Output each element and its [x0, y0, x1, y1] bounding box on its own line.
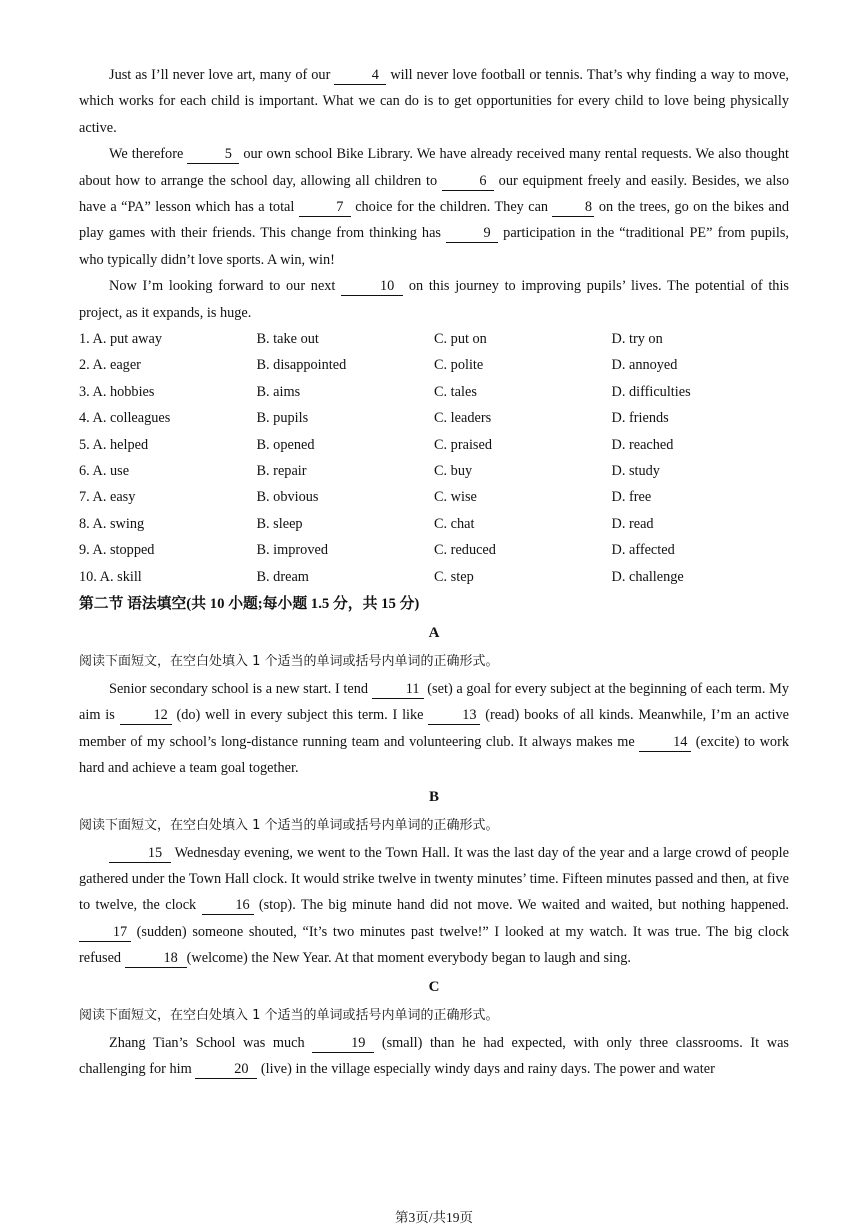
text: Now I’m looking forward to our next	[109, 278, 342, 295]
text: We therefore	[109, 146, 188, 163]
option-d: D. read	[611, 515, 654, 532]
passage-paragraph-2	[79, 141, 789, 273]
blank-11: 11	[372, 680, 424, 699]
blank-18: 18	[125, 949, 187, 968]
instruction-b: 阅读下面短文，在空白处填入 1 个适当的单词或括号内单词的正确形式。	[79, 817, 499, 833]
option-d: D. annoyed	[611, 357, 678, 374]
blank-9: 9	[446, 224, 498, 243]
section-title: 第二节 语法填空(共 10 小题;每小题 1.5 分，共 15 分)	[79, 595, 420, 612]
blank-16: 16	[202, 896, 254, 915]
option-a: 9. A. stopped	[79, 542, 155, 559]
option-row-3	[79, 379, 789, 405]
option-d: D. reached	[611, 436, 674, 453]
blank-15: 15	[109, 844, 171, 863]
text: (welcome) the New Year. At that moment everybody began to laugh and sing.	[186, 950, 631, 967]
option-d: D. challenge	[611, 568, 684, 585]
instruction-a: 阅读下面短文，在空白处填入 1 个适当的单词或括号内单词的正确形式。	[79, 653, 499, 669]
option-a: 8. A. swing	[79, 515, 145, 532]
text: Just as I’ll never love art, many of our	[109, 67, 335, 83]
subsection-b-heading: B	[428, 788, 439, 805]
option-c: C. buy	[434, 463, 473, 480]
option-c: C. tales	[434, 383, 477, 400]
text: on the trees, go on the bikes and play games with their friends. This change from thinking has	[79, 199, 789, 242]
option-row-5	[79, 432, 789, 458]
option-c: C. praised	[434, 436, 492, 453]
blank-10: 10	[341, 277, 403, 296]
option-a: 3. A. hobbies	[79, 383, 155, 400]
instruction-c: 阅读下面短文，在空白处填入 1 个适当的单词或括号内单词的正确形式。	[79, 1007, 499, 1023]
blank-12: 12	[120, 706, 172, 725]
option-d: D. friends	[611, 410, 669, 427]
option-a: 4. A. colleagues	[79, 410, 171, 427]
option-row-9	[79, 537, 789, 563]
page-content	[79, 62, 789, 1082]
blank-14: 14	[639, 733, 691, 752]
option-a: 5. A. helped	[79, 436, 149, 453]
text: participation in the “traditional PE” from pupils, who typically didn’t love sports. A win, win!	[79, 225, 789, 268]
option-row-6	[79, 458, 789, 484]
option-row-8	[79, 511, 789, 537]
text: Senior secondary school is a new start. I tend	[109, 680, 372, 697]
blank-17: 17	[79, 923, 131, 942]
blank-7: 7	[299, 198, 351, 217]
options-list	[79, 326, 789, 590]
option-b: B. improved	[256, 542, 328, 559]
option-b: B. disappointed	[256, 357, 347, 374]
blank-13: 13	[428, 706, 480, 725]
text: (stop). The big minute hand did not move. We waited and waited, but nothing happened.	[253, 897, 790, 914]
option-row-1	[79, 326, 789, 352]
passage-b	[79, 840, 789, 972]
page-number: 第3页/共19页	[394, 1210, 473, 1225]
text: our own school Bike Library. We have already received many rental requests. We also thought about how to arrange the school day, allowing all children to	[79, 146, 789, 189]
subsection-a-heading: A	[428, 624, 440, 641]
blank-6: 6	[442, 172, 494, 191]
option-c: C. put on	[434, 331, 487, 348]
option-c: C. leaders	[434, 410, 492, 427]
option-b: B. dream	[256, 568, 309, 585]
option-a: 10. A. skill	[79, 568, 142, 585]
text: choice for the children. They can	[350, 199, 553, 216]
option-row-10	[79, 564, 789, 590]
option-a: 1. A. put away	[79, 331, 162, 348]
passage-paragraph-1	[79, 62, 789, 141]
option-d: D. difficulties	[611, 383, 691, 400]
blank-19: 19	[312, 1034, 374, 1053]
text: will never love football or tennis. That’s why finding a way to move, which works for each child is important. What we can do is to get opportunities for every child to love being physically active.	[79, 67, 789, 136]
option-c: C. chat	[434, 515, 475, 532]
option-b: B. repair	[256, 463, 307, 480]
text: Wednesday evening, we went to the Town Hall. It was the last day of the year and a large crowd of people gathered under the Town Hall clock. It would strike twelve in twenty minutes’ time. Fifteen minutes passed and then, at five to twelve, the clock	[79, 844, 789, 914]
option-b: B. pupils	[256, 410, 309, 427]
blank-4: 4	[334, 66, 386, 85]
option-c: C. step	[434, 568, 474, 585]
option-c: C. wise	[434, 489, 477, 506]
option-b: B. take out	[256, 331, 319, 348]
option-a: 2. A. eager	[79, 357, 141, 374]
option-c: C. reduced	[434, 542, 496, 559]
text: on this journey to improving pupils’ lives. The potential of this project, as it expands, is huge.	[79, 278, 789, 321]
blank-20: 20	[195, 1060, 257, 1079]
option-row-7	[79, 484, 789, 510]
option-d: D. affected	[611, 542, 675, 559]
text: (excite) to work hard and achieve a team goal together.	[79, 733, 789, 777]
option-b: B. opened	[256, 436, 315, 453]
text: (live) in the village especially windy days and rainy days. The power and water	[257, 1061, 715, 1078]
option-d: D. free	[611, 489, 652, 506]
text: (small) than he had expected, with only three classrooms. It was challenging for him	[79, 1034, 789, 1078]
text: (sudden) someone shouted, “It’s two minutes past twelve!” I looked at my watch. It was true. The big clock refused	[79, 923, 789, 967]
text: Zhang Tian’s School was much	[109, 1034, 313, 1051]
option-b: B. obvious	[256, 489, 319, 506]
passage-paragraph-3	[79, 273, 789, 326]
option-a: 6. A. use	[79, 463, 130, 480]
option-b: B. aims	[256, 383, 301, 400]
text: (set) a goal for every subject at the beginning of each term. My aim is	[79, 680, 789, 724]
option-row-2	[79, 352, 789, 378]
option-d: D. study	[611, 463, 660, 480]
option-a: 7. A. easy	[79, 489, 136, 506]
text: (do) well in every subject this term. I like	[171, 707, 429, 724]
option-b: B. sleep	[256, 515, 303, 532]
blank-5: 5	[187, 145, 239, 164]
passage-c	[79, 1030, 789, 1083]
passage-a	[79, 676, 789, 782]
option-c: C. polite	[434, 357, 484, 374]
subsection-c-heading: C	[428, 978, 440, 995]
option-row-4	[79, 405, 789, 431]
text: our equipment freely and easily. Besides, we also have a “PA” lesson which has a total	[79, 172, 789, 216]
text: (read) books of all kinds. Meanwhile, I’m an active member of my school’s long-distance running team and volunteering club. It always makes me	[79, 707, 790, 750]
blank-8: 8	[552, 198, 594, 217]
option-d: D. try on	[611, 331, 663, 348]
